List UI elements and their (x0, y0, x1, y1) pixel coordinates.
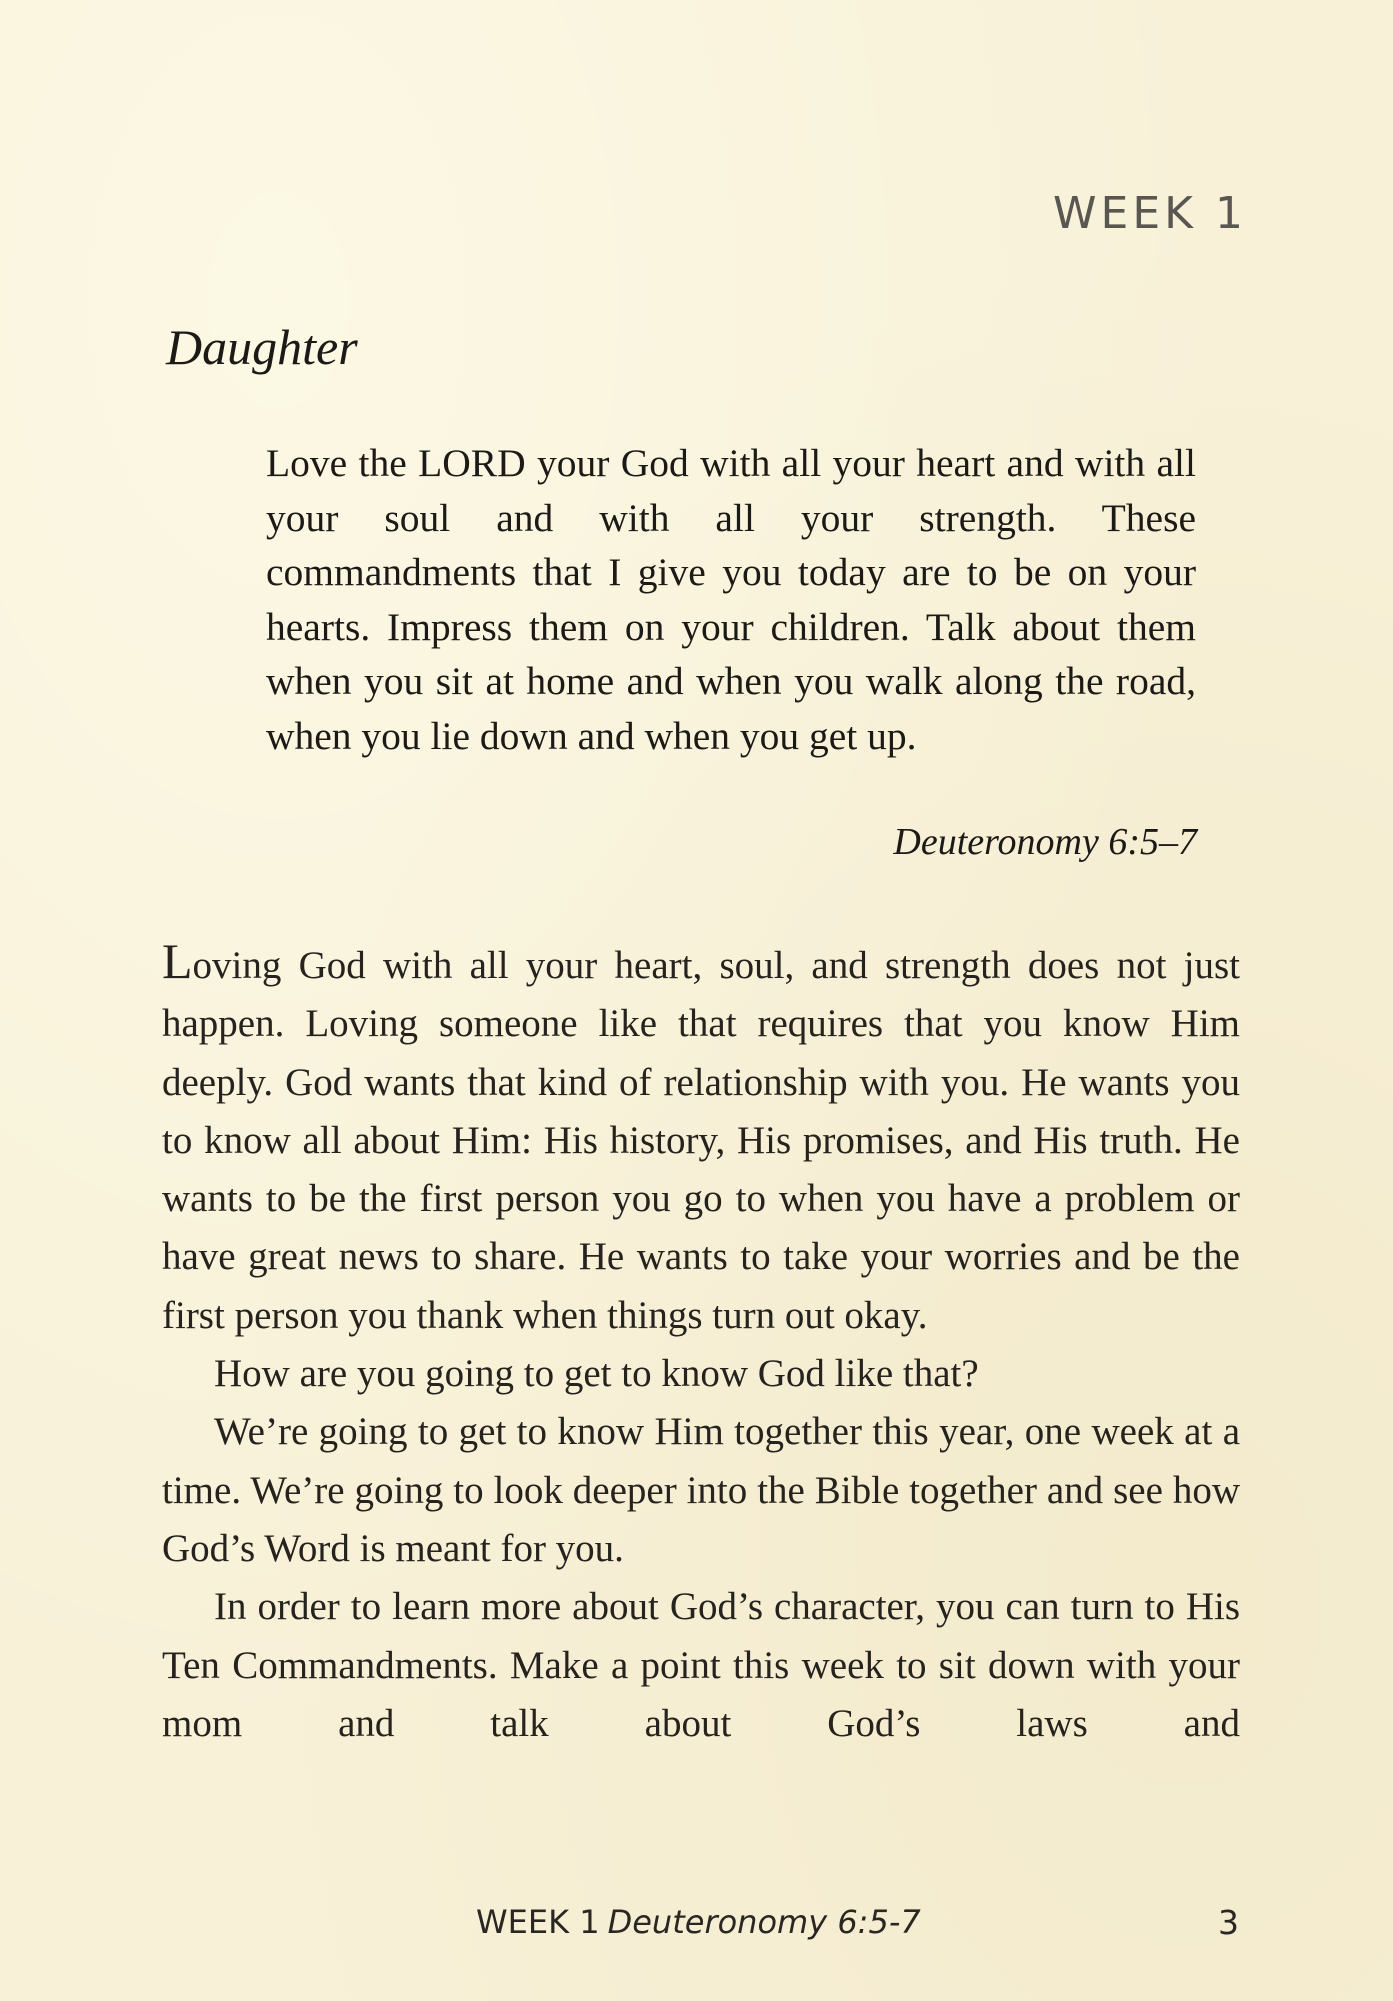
section-title: Daughter (166, 319, 358, 375)
initial-letter: L (162, 933, 193, 989)
paragraph-3: We’re going to get to know Him together this year, one week at a time. We’re going to look deeper into the Bible together and see how God’s Word is meant for you. (162, 1410, 1240, 1570)
scripture-passage: Love the LORD your God with all your heart and with all your soul and with all your strength. These commandments that I give you today are to be on your hearts. Impress them on your children. Talk about them when you sit at home and when you walk along the road, when you lie down and when you get up. (266, 441, 1196, 758)
footer-reference: Deuteronomy 6:5-7 (607, 1903, 921, 1941)
scripture-reference: Deuteronomy 6:5–7 (893, 821, 1197, 863)
body-text (162, 932, 1240, 1753)
running-head: WEEK 1 (1053, 188, 1247, 239)
footer-running-foot (476, 1903, 921, 1941)
footer-week: WEEK 1 (476, 1903, 600, 1941)
page-number: 3 (1218, 1903, 1239, 1942)
paragraph-1-text: oving God with all your heart, soul, and strength does not just happen. Loving someone like that requires that you know Him deeply. God wants that kind of relationship with you. He wants you to know all about Him: His history, His promises, and His truth. He wants to be the first person you go to when you have a problem or have great news to share. He wants to take your worries and be the first person you thank when things turn out okay. (162, 944, 1240, 1337)
paragraph-1 (162, 932, 1240, 1345)
paragraph-4: In order to learn more about God’s character, you can turn to His Ten Commandments. Make a point this week to sit down with your mom and talk about God’s laws and (162, 1585, 1240, 1745)
paragraph-2: How are you going to get to know God like that? (214, 1352, 979, 1396)
